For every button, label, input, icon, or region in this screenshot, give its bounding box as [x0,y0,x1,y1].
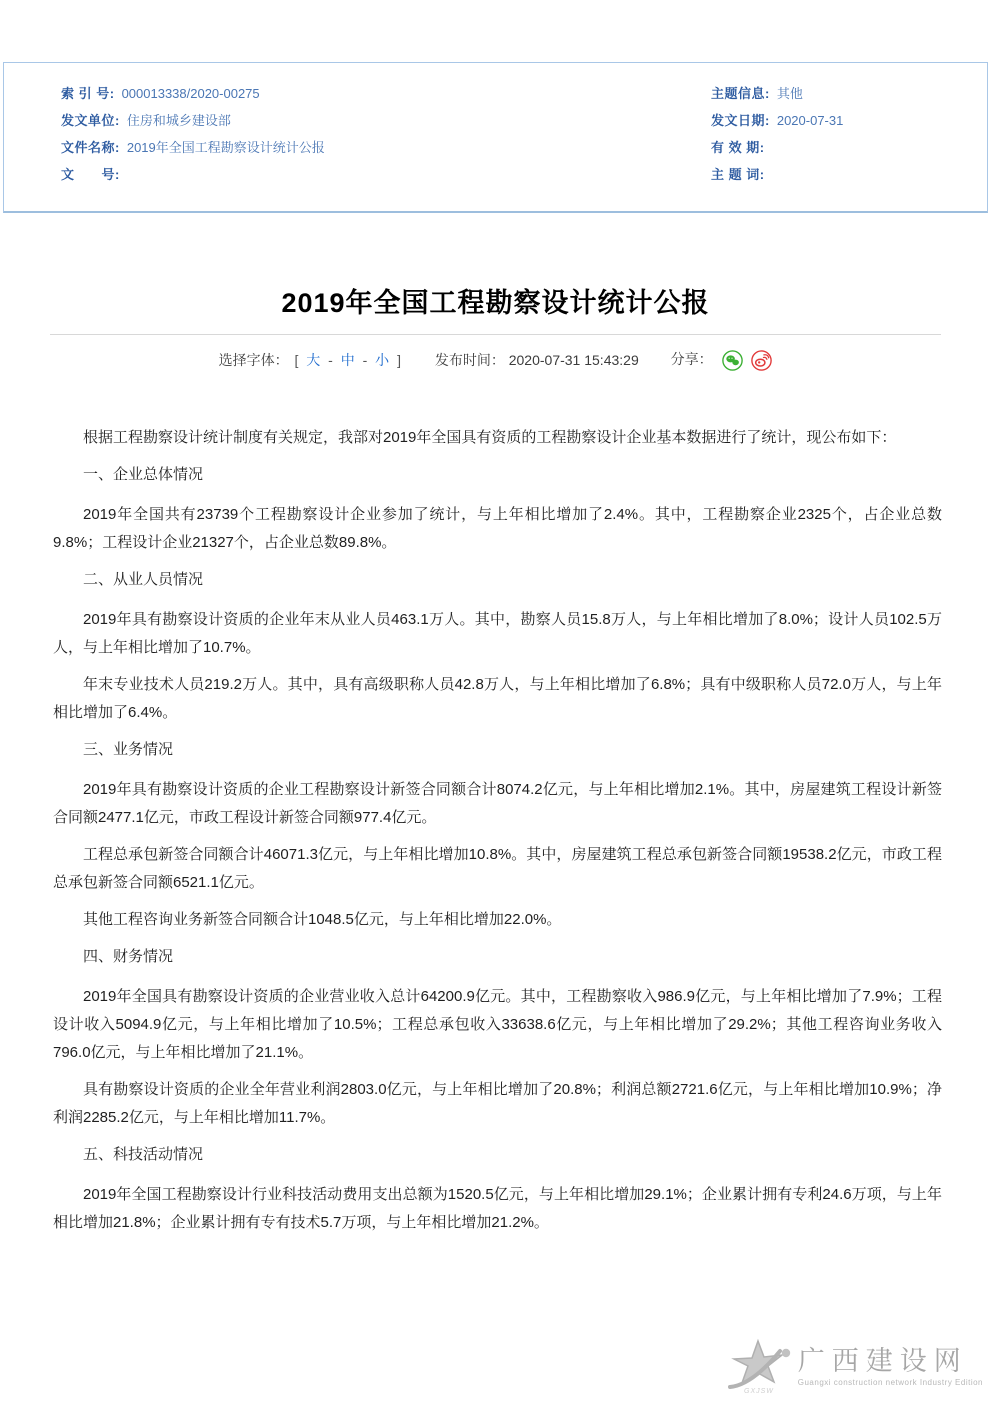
bracket-close: ] [397,351,401,368]
weibo-share-icon[interactable] [751,350,772,371]
article-toolbar [0,349,991,371]
watermark-site-subtitle: Guangxi construction network Industry Edition [797,1377,983,1387]
meta-label: 主 题 词: [711,167,765,182]
watermark-text [798,1346,983,1387]
font-size-separator: - [328,351,333,368]
font-size-large-link[interactable]: 大 [306,351,321,368]
section-heading-4: 四、财务情况 [83,948,174,965]
publish-time [435,352,643,368]
article-paragraph: 2019年全国工程勘察设计行业科技活动费用支出总额为1520.5亿元，与上年相比增加29.1%；企业累计拥有专利24.6万项，与上年相比增加21.8%；企业累计拥有专有技术5.7万项，与上年相比增加21.2%。 [53,1186,942,1231]
article-paragraph: 年末专业技术人员219.2万人。其中，具有高级职称人员42.8万人，与上年相比增加了6.8%；具有中级职称人员72.0万人，与上年相比增加了6.4%。 [53,676,942,721]
svg-text:GXJSW: GXJSW [743,1388,774,1395]
article-body [0,424,991,1246]
font-size-separator: - [362,351,368,368]
font-size-label: 选择字体： [218,351,289,368]
section-heading-5: 五、科技活动情况 [83,1146,204,1163]
meta-value: 000013338/2020-00275 [121,86,260,101]
section-heading-1: 一、企业总体情况 [83,466,204,483]
article-paragraph: 2019年具有勘察设计资质的企业工程勘察设计新签合同额合计8074.2亿元，与上年相比增加2.1%。其中，房屋建筑工程设计新签合同额2477.1亿元，市政工程设计新签合同额977.4亿元。 [53,781,942,826]
meta-label: 文件名称: [61,140,120,155]
watermark-site-name: 广西建设网 [797,1345,968,1376]
meta-row-issuing-unit [61,113,711,129]
meta-row-file-name [61,140,711,156]
meta-value: 其他 [776,86,803,101]
meta-row-keywords [711,167,987,183]
font-size-selector [219,352,407,368]
section-heading-3: 三、业务情况 [83,741,174,758]
article-paragraph: 具有勘察设计资质的企业全年营业利润2803.0亿元，与上年相比增加了20.8%；利润总额2721.6亿元，与上年相比增加10.9%；净利润2285.2亿元，与上年相比增加11.7%。 [53,1081,942,1126]
meta-value: 2020-07-31 [776,113,844,128]
site-watermark [722,1335,983,1397]
meta-row-index-number [61,86,711,102]
article-paragraph: 根据工程勘察设计统计制度有关规定，我部对2019年全国具有资质的工程勘察设计企业基本数据进行了统计，现公布如下： [83,429,897,446]
meta-column-left [61,86,711,211]
meta-row-doc-number [61,167,711,183]
article-paragraph: 其他工程咨询业务新签合同额合计1048.5亿元，与上年相比增加22.0%。 [83,911,562,928]
article-paragraph: 2019年全国具有勘察设计资质的企业营业收入总计64200.9亿元。其中，工程勘察收入986.9亿元，与上年相比增加了7.9%；工程设计收入5094.9亿元，与上年相比增加了10.5%；工程总承包收入33638.6亿元，与上年相比增加了29.2%；其他工程咨询业务收入796.0亿元，与上年相比增加了21.1%。 [53,988,942,1061]
meta-label: 发文日期: [711,113,770,128]
wechat-share-icon[interactable] [722,350,743,371]
meta-column-right [711,86,987,211]
meta-label: 主题信息: [711,86,770,101]
font-size-medium-link[interactable]: 中 [340,351,355,368]
article-paragraph: 工程总承包新签合同额合计46071.3亿元，与上年相比增加10.8%。其中，房屋建筑工程总承包新签合同额19538.2亿元，市政工程总承包新签合同额6521.1亿元。 [53,846,942,891]
page-title: 2019年全国工程勘察设计统计公报 [281,288,710,318]
meta-value: 住房和城乡建设部 [126,113,231,128]
share-label: 分享： [670,351,713,367]
meta-label: 索 引 号: [61,86,115,101]
meta-row-topic-info [711,86,987,102]
title-divider [50,334,941,335]
meta-row-publish-date [711,113,987,129]
bracket-open: [ [294,351,299,368]
section-heading-2: 二、从业人员情况 [83,571,204,588]
share-group [671,351,773,367]
document-meta-box [3,62,988,213]
star-logo-icon [722,1335,794,1397]
meta-label: 发文单位: [61,113,120,128]
meta-row-valid-period [711,140,987,156]
article-paragraph: 2019年具有勘察设计资质的企业年末从业人员463.1万人。其中，勘察人员15.8万人，与上年相比增加了8.0%；设计人员102.5万人，与上年相比增加了10.7%。 [53,611,942,656]
publish-time-value: 2020-07-31 15:43:29 [508,351,639,368]
publish-time-label: 发布时间： [434,351,505,368]
meta-label: 文 号: [61,167,120,182]
meta-value: 2019年全国工程勘察设计统计公报 [126,140,325,155]
article-paragraph: 2019年全国共有23739个工程勘察设计企业参加了统计，与上年相比增加了2.4%。其中，工程勘察企业2325个，占企业总数9.8%；工程设计企业21327个，占企业总数89.8%。 [53,506,942,551]
font-size-small-link[interactable]: 小 [375,351,390,368]
meta-label: 有 效 期: [711,140,765,155]
